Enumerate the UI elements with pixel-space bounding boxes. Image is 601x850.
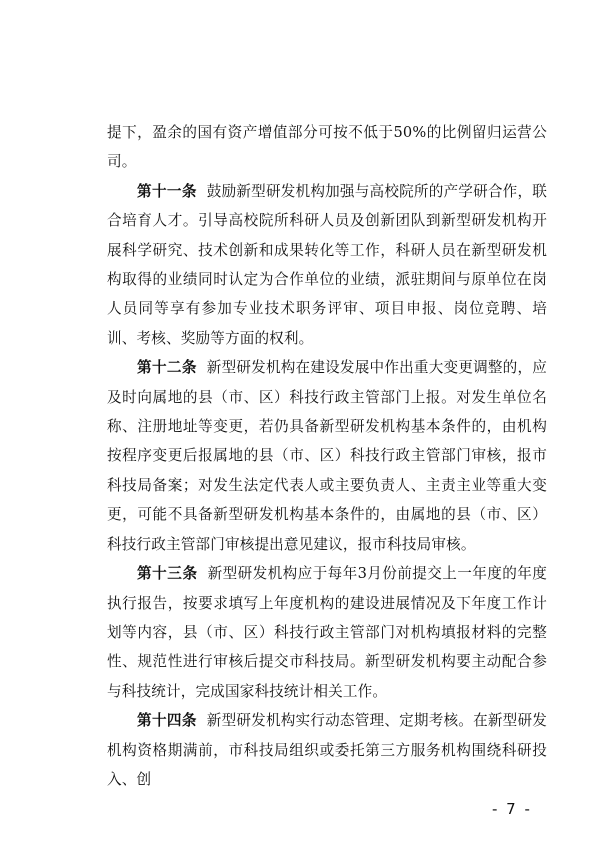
article-heading: 第十四条: [137, 712, 197, 730]
article-12: [107, 353, 547, 559]
article-text: 鼓励新型研发机构加强与高校院所的产学研合作，联合培育人才。引导高校院所科研人员及创新团队到新型研发机构开展科学研究、技术创新和成果转化等工作，科研人员在新型研发机构取得的业绩同时认定为合作单位的业绩，派驻期间与原单位在岗人员同等享有参加专业技术职务评审、项目申报、岗位竞聘、培训、考核、奖励等方面的权利。: [107, 182, 548, 347]
article-13: [107, 559, 547, 706]
article-heading: 第十三条: [137, 565, 198, 583]
article-11: [107, 177, 547, 353]
article-heading: 第十二条: [137, 359, 197, 377]
paragraph-continuation: [107, 118, 547, 177]
paragraph-text: 提下，盈余的国有资产增值部分可按不低于50%的比例留归运营公司。: [107, 124, 547, 171]
article-text: 新型研发机构在建设发展中作出重大变更调整的，应及时向属地的县（市、区）科技行政主管部门上报。对发生单位名称、注册地址等变更，若仍具备新型研发机构基本条件的，由机构按程序变更后报属地的县（市、区）科技行政主管部门审核，报市科技局备案；对发生法定代表人或主要负责人、主责主业等重大变更，可能不具备新型研发机构基本条件的，由属地的县（市、区）科技行政主管部门审核提出意见建议，报市科技局审核。: [107, 359, 548, 553]
article-14: [107, 706, 547, 794]
document-body: [107, 118, 547, 794]
article-text: 新型研发机构应于每年3月份前提交上一年度的年度执行报告，按要求填写上年度机构的建设进展情况及下年度工作计划等内容，县（市、区）科技行政主管部门对机构填报材料的完整性、规范性进行审核后提交市科技局。新型研发机构要主动配合参与科技统计，完成国家科技统计相关工作。: [107, 565, 547, 700]
page-number: - 7 -: [492, 800, 532, 818]
article-text: 新型研发机构实行动态管理、定期考核。在新型研发机构资格期满前，市科技局组织或委托第三方服务机构围绕科研投入、创: [107, 712, 548, 788]
article-heading: 第十一条: [137, 182, 197, 200]
